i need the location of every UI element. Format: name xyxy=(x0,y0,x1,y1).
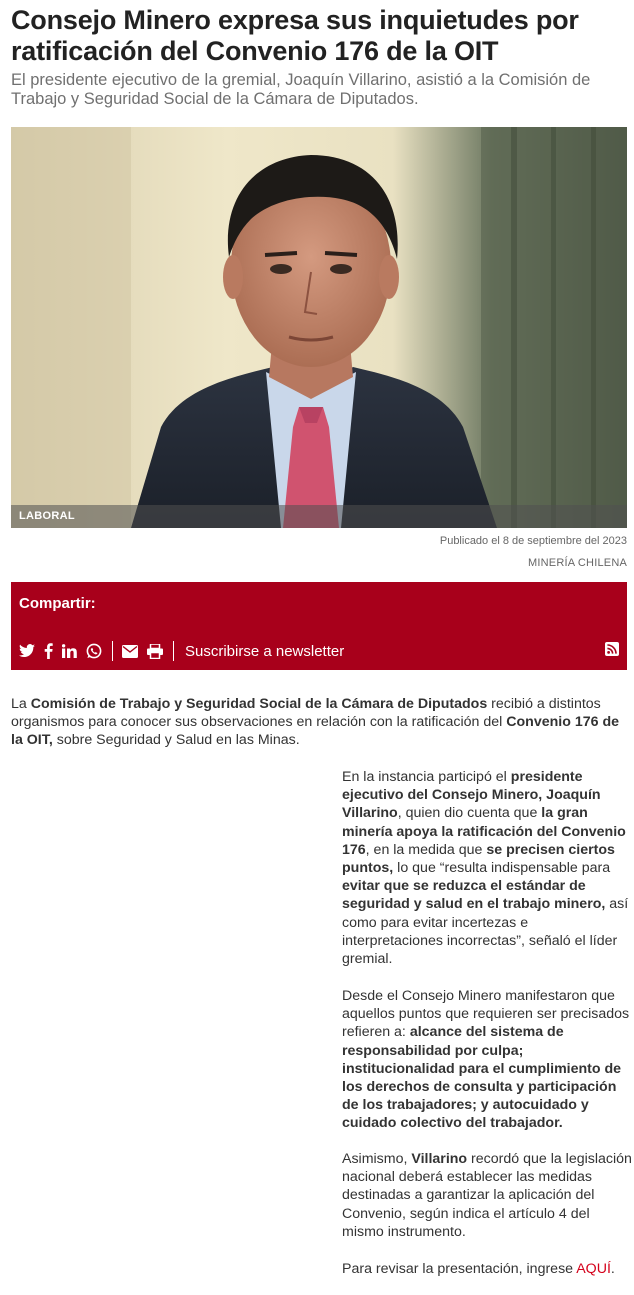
share-box xyxy=(11,582,627,670)
bold-text-run: alcance del sistema de responsabilidad por culpa; institucionalidad para el cumplimiento de los derechos de consulta y participación de los trabajadores; y autocuidado y cuidado colectivo del trabajador. xyxy=(342,1024,622,1132)
twitter-icon[interactable] xyxy=(19,642,35,660)
article-subtitle: El presidente ejecutivo de la gremial, Joaquín Villarino, asistió a la Comisión de Trabajo y Seguridad Social de la Cámara de Diputados. xyxy=(11,71,591,108)
bold-text-run: Convenio 176 de la OIT, xyxy=(11,714,620,748)
bold-text-run: la gran minería apoya la ratificación del Convenio 176 xyxy=(342,805,626,858)
facebook-icon[interactable] xyxy=(44,642,53,660)
body-paragraph-1 xyxy=(342,768,632,968)
text-run: recordó que la legislación nacional deberá establecer las medidas destinadas a garantizar la aplicación del Convenio, según indica el artículo 4 del mismo instrumento. xyxy=(342,1151,632,1240)
text-run: En la instancia participó el xyxy=(342,769,511,785)
portrait-image xyxy=(11,127,627,528)
bold-text-run: Villarino xyxy=(411,1151,468,1167)
email-icon[interactable] xyxy=(122,642,138,660)
print-icon[interactable] xyxy=(147,642,163,660)
presentation-end: . xyxy=(610,1261,615,1277)
bold-text-run: evitar que se reduzca el estándar de seguridad y salud en el trabajo minero, xyxy=(342,878,606,913)
body-paragraph-4 xyxy=(342,1260,632,1278)
linkedin-icon[interactable] xyxy=(62,642,77,660)
presentation-link[interactable]: AQUÍ xyxy=(576,1261,611,1277)
share-toolbar xyxy=(19,640,619,662)
body-paragraph-3 xyxy=(342,1150,632,1241)
article-photo xyxy=(11,127,627,528)
text-run: , quien dio cuenta que xyxy=(397,805,542,822)
text-run: recibió a distintos organismos para conocer sus observaciones en relación con la ratificación del xyxy=(11,696,601,730)
newsletter-link[interactable]: Suscribirse a newsletter xyxy=(185,642,345,660)
text-run: , en la medida que xyxy=(365,841,487,858)
bold-text-run: presidente ejecutivo del Consejo Minero, Joaquín Villarino xyxy=(342,769,601,822)
bold-text-run: se precisen ciertos puntos, xyxy=(342,841,615,877)
bold-text-run: Comisión de Trabajo y Seguridad Social de la Cámara de Diputados xyxy=(30,696,488,712)
publish-date: Publicado el 8 de septiembre del 2023 xyxy=(439,535,627,547)
share-divider xyxy=(112,641,113,661)
rss-icon[interactable] xyxy=(605,642,619,661)
text-run: sobre Seguridad y Salud en las Minas. xyxy=(52,732,300,748)
intro-paragraph xyxy=(11,695,627,749)
text-run: La xyxy=(11,696,31,712)
share-divider xyxy=(173,641,174,661)
article-source: MINERÍA CHILENA xyxy=(528,557,627,569)
category-tag[interactable] xyxy=(11,505,627,528)
whatsapp-icon[interactable] xyxy=(86,642,102,660)
article-title: Consejo Minero expresa sus inquietudes por ratificación del Convenio 176 de la OIT xyxy=(11,5,579,66)
text-run: Desde el Consejo Minero manifestaron que aquellos puntos que requieren ser precisados refieren a: xyxy=(342,988,630,1041)
text-run: así como para evitar incertezas e interpretaciones incorrectas”, señaló el líder gremial. xyxy=(342,896,629,968)
category-tag-label: LABORAL xyxy=(19,510,75,522)
share-title: Compartir: xyxy=(19,595,96,612)
presentation-text: Para revisar la presentación, ingrese xyxy=(342,1261,577,1277)
text-run: lo que “resulta indispensable para xyxy=(393,860,611,877)
body-paragraph-2 xyxy=(342,987,632,1133)
text-run: Asimismo, xyxy=(342,1151,412,1167)
